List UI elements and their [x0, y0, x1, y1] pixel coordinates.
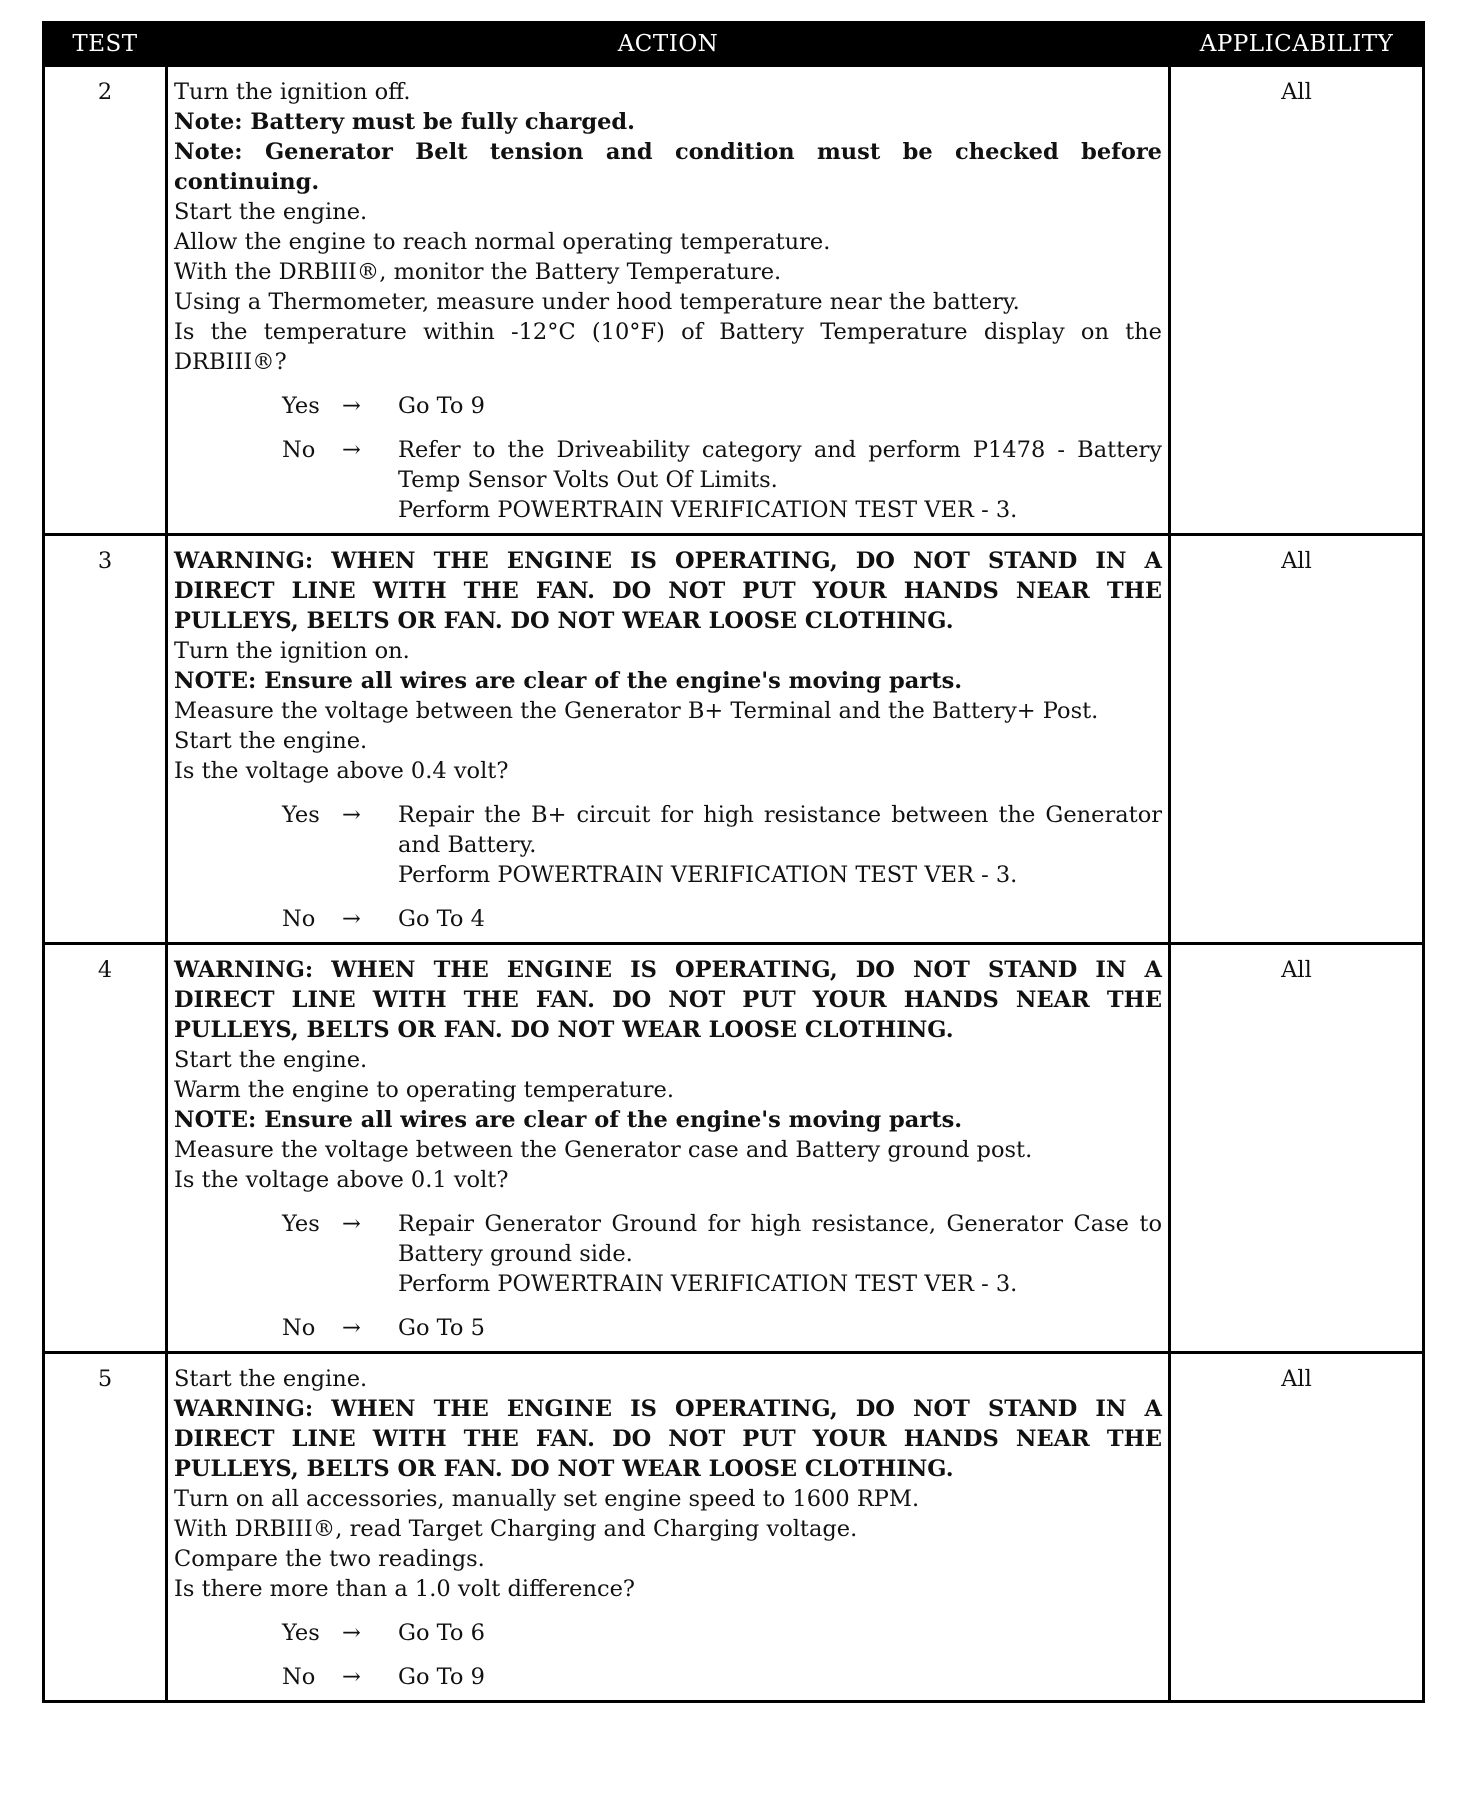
- response-no: [282, 1662, 1162, 1692]
- response-text: [398, 800, 1162, 890]
- response-text: [398, 1209, 1162, 1299]
- instruction-text: Turn the ignition off.: [174, 79, 411, 105]
- note-text: Note: Battery must be fully charged.: [174, 109, 635, 135]
- response-line: Go To 6: [398, 1620, 485, 1646]
- table-header: [44, 23, 1424, 66]
- applicability-value: All: [1170, 66, 1424, 535]
- note-text: WARNING: WHEN THE ENGINE IS OPERATING, DO NOT STAND IN A DIRECT LINE WITH THE FAN. DO NOT PUT YOUR HANDS NEAR THE PULLEYS, BELTS OR FAN. DO NOT WEAR LOOSE CLOTHING.: [174, 548, 1162, 634]
- header-action: ACTION: [167, 23, 1170, 66]
- instruction-text: With DRBIII®, read Target Charging and Charging voltage.: [174, 1516, 858, 1542]
- arrow-icon: →: [342, 1315, 361, 1341]
- instruction-text: Measure the voltage between the Generator case and Battery ground post.: [174, 1137, 1033, 1163]
- response-no: [282, 435, 1162, 525]
- response-text: [398, 1618, 1162, 1648]
- test-number: 3: [44, 535, 167, 944]
- note-text: WARNING: WHEN THE ENGINE IS OPERATING, DO NOT STAND IN A DIRECT LINE WITH THE FAN. DO NOT PUT YOUR HANDS NEAR THE PULLEYS, BELTS OR FAN. DO NOT WEAR LOOSE CLOTHING.: [174, 1396, 1162, 1482]
- instruction-text: Start the engine.: [174, 1366, 368, 1392]
- response-text: [398, 904, 1162, 934]
- response-label: Yes: [282, 1211, 320, 1237]
- arrow-icon: →: [342, 1620, 361, 1646]
- response-text: [398, 1662, 1162, 1692]
- arrow-icon: →: [342, 802, 361, 828]
- note-text: NOTE: Ensure all wires are clear of the engine's moving parts.: [174, 668, 963, 694]
- instruction-text: Turn on all accessories, manually set engine speed to 1600 RPM.: [174, 1486, 920, 1512]
- response-yes: [282, 1209, 1162, 1299]
- response-line: Go To 9: [398, 393, 485, 419]
- action-cell: [167, 535, 1170, 944]
- response-line: Repair the B+ circuit for high resistance between the Generator and Battery.: [398, 802, 1162, 858]
- response-label: Yes: [282, 1620, 320, 1646]
- instruction-text: Is the voltage above 0.1 volt?: [174, 1167, 509, 1193]
- test-number: 4: [44, 944, 167, 1353]
- response-yes: [282, 1618, 1162, 1648]
- test-number: 2: [44, 66, 167, 535]
- applicability-value: All: [1170, 944, 1424, 1353]
- response-line: Go To 4: [398, 906, 485, 932]
- table-row: [44, 944, 1424, 1353]
- response-label: No: [282, 1664, 316, 1690]
- note-text: NOTE: Ensure all wires are clear of the engine's moving parts.: [174, 1107, 963, 1133]
- instruction-text: Compare the two readings.: [174, 1546, 485, 1572]
- test-number: 5: [44, 1353, 167, 1702]
- instruction-text: Is the temperature within -12°C (10°F) of Battery Temperature display on the DRBIII®?: [174, 319, 1162, 375]
- response-no: [282, 904, 1162, 934]
- note-text: WARNING: WHEN THE ENGINE IS OPERATING, DO NOT STAND IN A DIRECT LINE WITH THE FAN. DO NOT PUT YOUR HANDS NEAR THE PULLEYS, BELTS OR FAN. DO NOT WEAR LOOSE CLOTHING.: [174, 957, 1162, 1043]
- instruction-text: Using a Thermometer, measure under hood temperature near the battery.: [174, 289, 1020, 315]
- action-cell: [167, 66, 1170, 535]
- header-test: TEST: [44, 23, 167, 66]
- arrow-icon: →: [342, 437, 361, 463]
- action-cell: [167, 944, 1170, 1353]
- applicability-value: All: [1170, 535, 1424, 944]
- response-label: Yes: [282, 802, 320, 828]
- response-label: No: [282, 1315, 316, 1341]
- diagnostic-test-table: [42, 21, 1425, 1703]
- response-line: Go To 5: [398, 1315, 485, 1341]
- response-line: Repair Generator Ground for high resistance, Generator Case to Battery ground side.: [398, 1211, 1162, 1267]
- response-text: [398, 435, 1162, 525]
- response-yes: [282, 391, 1162, 421]
- instruction-text: Start the engine.: [174, 728, 368, 754]
- arrow-icon: →: [342, 906, 361, 932]
- table-row: [44, 66, 1424, 535]
- response-label: No: [282, 906, 316, 932]
- arrow-icon: →: [342, 1211, 361, 1237]
- table-row: [44, 1353, 1424, 1702]
- response-text: [398, 1313, 1162, 1343]
- response-label: No: [282, 437, 316, 463]
- action-cell: [167, 1353, 1170, 1702]
- response-line: Perform POWERTRAIN VERIFICATION TEST VER - 3.: [398, 862, 1018, 888]
- instruction-text: Allow the engine to reach normal operating temperature.: [174, 229, 831, 255]
- instruction-text: Is the voltage above 0.4 volt?: [174, 758, 509, 784]
- diagnostic-page: [42, 21, 1422, 1703]
- instruction-text: Measure the voltage between the Generator B+ Terminal and the Battery+ Post.: [174, 698, 1099, 724]
- header-applicability: APPLICABILITY: [1170, 23, 1424, 66]
- response-text: [398, 391, 1162, 421]
- arrow-icon: →: [342, 393, 361, 419]
- response-yes: [282, 800, 1162, 890]
- instruction-text: Is there more than a 1.0 volt difference?: [174, 1576, 635, 1602]
- response-line: Perform POWERTRAIN VERIFICATION TEST VER - 3.: [398, 1271, 1018, 1297]
- instruction-text: Start the engine.: [174, 1047, 368, 1073]
- table-row: [44, 535, 1424, 944]
- instruction-text: Turn the ignition on.: [174, 638, 410, 664]
- response-line: Perform POWERTRAIN VERIFICATION TEST VER - 3.: [398, 497, 1018, 523]
- instruction-text: Start the engine.: [174, 199, 368, 225]
- instruction-text: Warm the engine to operating temperature.: [174, 1077, 674, 1103]
- response-line: Go To 9: [398, 1664, 485, 1690]
- note-text: Note: Generator Belt tension and condition must be checked before continuing.: [174, 139, 1162, 195]
- response-label: Yes: [282, 393, 320, 419]
- response-line: Refer to the Driveability category and perform P1478 - Battery Temp Sensor Volts Out Of Limits.: [398, 437, 1162, 493]
- applicability-value: All: [1170, 1353, 1424, 1702]
- arrow-icon: →: [342, 1664, 361, 1690]
- response-no: [282, 1313, 1162, 1343]
- instruction-text: With the DRBIII®, monitor the Battery Temperature.: [174, 259, 782, 285]
- table-body: [44, 66, 1424, 1702]
